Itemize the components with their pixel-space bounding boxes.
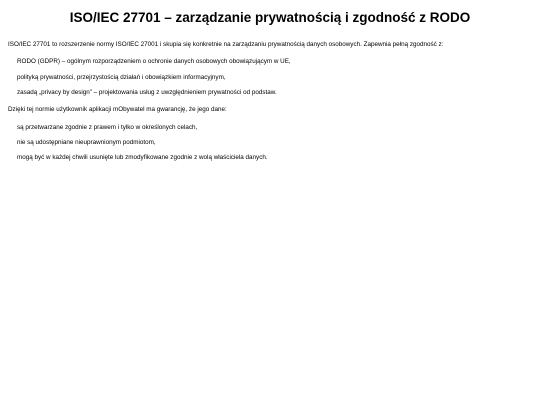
list-item: nie są udostępniane nieuprawnionym podmiotom, bbox=[17, 139, 156, 146]
list-item: mogą być w każdej chwili usunięte lub zmodyfikowane zgodnie z wolą właściciela danych. bbox=[17, 154, 268, 161]
list-item: są przetwarzane zgodnie z prawem i tylko w określonych celach, bbox=[17, 124, 198, 131]
guarantee-paragraph: Dzięki tej normie użytkownik aplikacji mObywatel ma gwarancję, że jego dane: bbox=[8, 106, 227, 113]
list-item: polityką prywatności, przejrzystością działań i obowiązkiem informacyjnym, bbox=[17, 74, 226, 81]
list-item: zasadą „privacy by design” – projektowania usług z uwzględnieniem prywatności od podstaw. bbox=[17, 89, 277, 96]
page-title: ISO/IEC 27701 – zarządzanie prywatnością i zgodność z RODO bbox=[69, 10, 471, 25]
list-item: RODO (GDPR) – ogólnym rozporządzeniem o ochronie danych osobowych obowiązującym w UE, bbox=[17, 58, 291, 65]
intro-paragraph: ISO/IEC 27701 to rozszerzenie normy ISO/IEC 27001 i skupia się konkretnie na zarządzaniu prywatnością danych osobowych. Zapewnia pełną zgodność z: bbox=[8, 41, 444, 48]
